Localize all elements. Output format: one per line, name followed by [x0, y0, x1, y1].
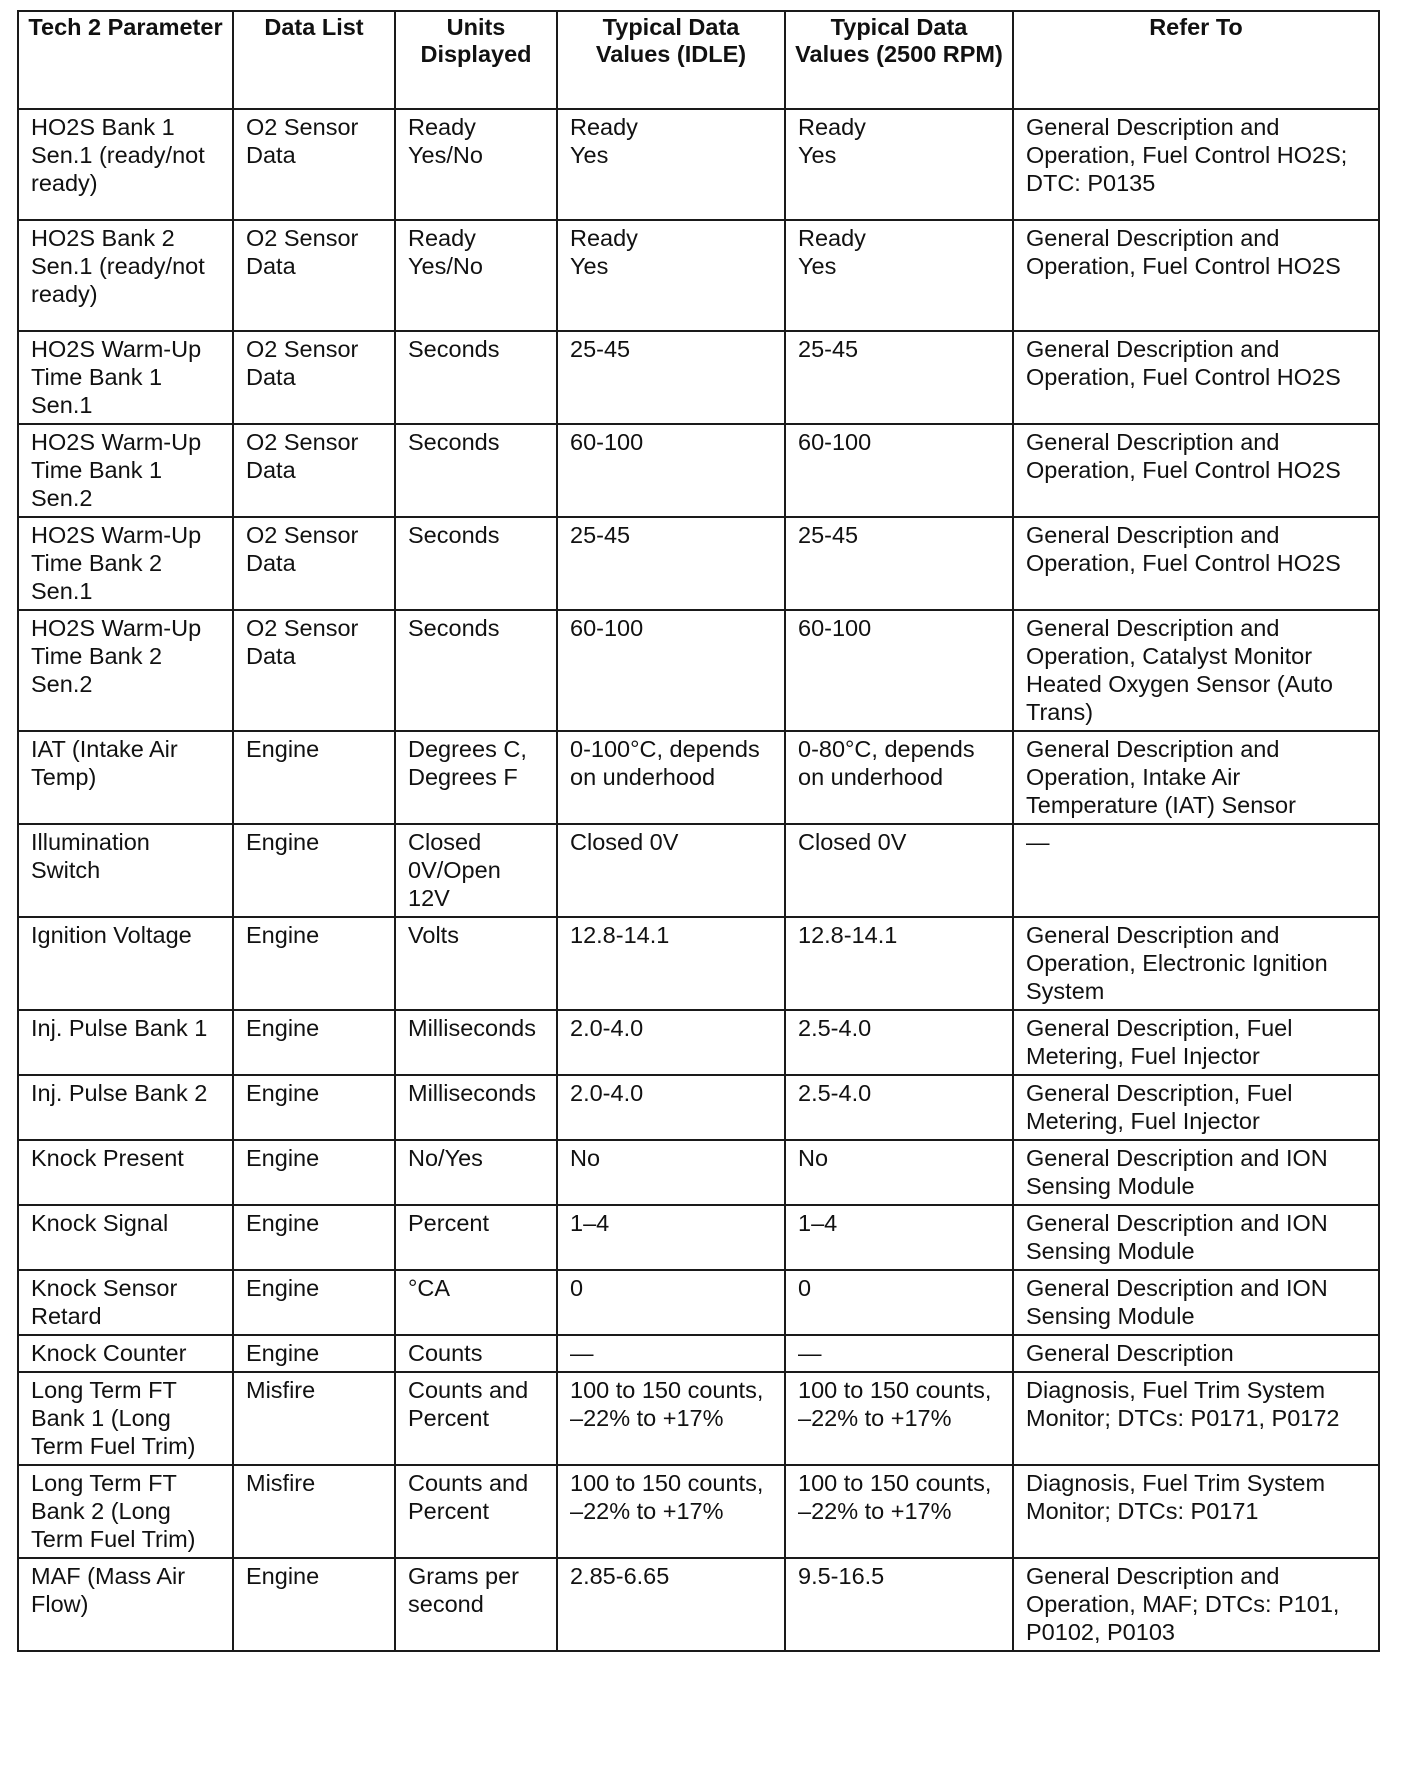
- cell-2500rpm-value-line: 60-100: [798, 615, 872, 641]
- cell-2500rpm-value-line: 1–4: [798, 1210, 838, 1236]
- cell-2500rpm-value: [785, 1465, 1013, 1558]
- cell-2500rpm-value: [785, 109, 1013, 220]
- cell-idle-value-line: 0: [570, 1275, 584, 1301]
- cell-idle-value-line: Ready: [570, 114, 638, 140]
- cell-units: [395, 1465, 557, 1558]
- cell-units: [395, 1205, 557, 1270]
- cell-2500rpm-value-line: 0: [798, 1275, 812, 1301]
- cell-units-line: Volts: [408, 922, 459, 948]
- cell-units: [395, 1372, 557, 1465]
- cell-units-line: °CA: [408, 1275, 451, 1301]
- cell-2500rpm-value: [785, 517, 1013, 610]
- cell-2500rpm-value-line: Ready: [798, 225, 866, 251]
- cell-data-list: Engine: [233, 1335, 395, 1372]
- cell-parameter: Inj. Pulse Bank 2: [18, 1075, 233, 1140]
- cell-2500rpm-value-line: 25-45: [798, 522, 859, 548]
- cell-2500rpm-value-line: 2.5-4.0: [798, 1015, 872, 1041]
- cell-refer-to: Diagnosis, Fuel Trim System Monitor; DTCs: P0171: [1013, 1465, 1379, 1558]
- cell-2500rpm-value: [785, 220, 1013, 331]
- cell-2500rpm-value: [785, 1140, 1013, 1205]
- cell-2500rpm-value-line: 100 to 150 counts, –22% to +17%: [798, 1470, 992, 1524]
- table-row: [18, 1140, 1379, 1205]
- header-typical-2500rpm: Typical Data Values (2500 RPM): [785, 11, 1013, 109]
- cell-parameter: Knock Counter: [18, 1335, 233, 1372]
- cell-idle-value: [557, 731, 785, 824]
- header-typical-idle: Typical Data Values (IDLE): [557, 11, 785, 109]
- cell-units: [395, 220, 557, 331]
- table-body: [18, 109, 1379, 1651]
- cell-parameter: HO2S Warm-Up Time Bank 1 Sen.2: [18, 424, 233, 517]
- table-row: [18, 517, 1379, 610]
- cell-idle-value: [557, 610, 785, 731]
- table-row: [18, 1205, 1379, 1270]
- cell-idle-value-line: No: [570, 1145, 601, 1171]
- cell-units: [395, 1558, 557, 1651]
- document-page: [17, 10, 1378, 1652]
- cell-parameter: HO2S Warm-Up Time Bank 2 Sen.1: [18, 517, 233, 610]
- cell-units-line: Counts and Percent: [408, 1377, 529, 1431]
- cell-idle-value: [557, 824, 785, 917]
- cell-refer-to: —: [1013, 824, 1379, 917]
- table-row: [18, 1465, 1379, 1558]
- cell-2500rpm-value: [785, 1205, 1013, 1270]
- cell-2500rpm-value-line: Ready: [798, 114, 866, 140]
- table-row: [18, 220, 1379, 331]
- cell-refer-to: General Description and Operation, Fuel Control HO2S: [1013, 424, 1379, 517]
- cell-2500rpm-value: [785, 731, 1013, 824]
- cell-parameter: Knock Present: [18, 1140, 233, 1205]
- cell-parameter: IAT (Intake Air Temp): [18, 731, 233, 824]
- cell-2500rpm-value: [785, 424, 1013, 517]
- cell-idle-value-line: Yes: [570, 253, 609, 279]
- cell-units-line: Seconds: [408, 615, 500, 641]
- cell-parameter: Inj. Pulse Bank 1: [18, 1010, 233, 1075]
- cell-units: [395, 331, 557, 424]
- cell-idle-value: [557, 1205, 785, 1270]
- cell-units: [395, 917, 557, 1010]
- cell-units-line: Milliseconds: [408, 1015, 536, 1041]
- cell-units-line: Seconds: [408, 429, 500, 455]
- cell-idle-value-line: 0-100°C, depends on underhood: [570, 736, 760, 790]
- cell-2500rpm-value-line: 25-45: [798, 336, 859, 362]
- cell-parameter: Illumination Switch: [18, 824, 233, 917]
- cell-idle-value: [557, 331, 785, 424]
- cell-refer-to: General Description and Operation, Electronic Ignition System: [1013, 917, 1379, 1010]
- cell-2500rpm-value: [785, 1335, 1013, 1372]
- cell-2500rpm-value: [785, 917, 1013, 1010]
- cell-idle-value-line: —: [570, 1340, 594, 1366]
- cell-data-list: Engine: [233, 824, 395, 917]
- cell-2500rpm-value-line: 12.8-14.1: [798, 922, 898, 948]
- cell-data-list: O2 Sensor Data: [233, 424, 395, 517]
- cell-units: [395, 1335, 557, 1372]
- cell-units-line: Yes/No: [408, 142, 483, 168]
- cell-units: [395, 824, 557, 917]
- cell-idle-value: [557, 109, 785, 220]
- cell-refer-to: General Description, Fuel Metering, Fuel Injector: [1013, 1075, 1379, 1140]
- table-row: [18, 731, 1379, 824]
- table-row: [18, 1372, 1379, 1465]
- cell-2500rpm-value: [785, 1010, 1013, 1075]
- cell-data-list: Engine: [233, 1075, 395, 1140]
- cell-data-list: Engine: [233, 1270, 395, 1335]
- cell-parameter: HO2S Warm-Up Time Bank 1 Sen.1: [18, 331, 233, 424]
- cell-2500rpm-value: [785, 1372, 1013, 1465]
- cell-refer-to: General Description and Operation, MAF; DTCs: P101, P0102, P0103: [1013, 1558, 1379, 1651]
- cell-parameter: HO2S Bank 1 Sen.1 (ready/not ready): [18, 109, 233, 220]
- table-row: [18, 1270, 1379, 1335]
- tech2-parameter-table: [17, 10, 1380, 1652]
- cell-idle-value: [557, 517, 785, 610]
- cell-2500rpm-value-line: 9.5-16.5: [798, 1563, 885, 1589]
- cell-2500rpm-value: [785, 1270, 1013, 1335]
- cell-2500rpm-value: [785, 331, 1013, 424]
- cell-units-line: Seconds: [408, 522, 500, 548]
- cell-units-line: Yes/No: [408, 253, 483, 279]
- cell-2500rpm-value-line: —: [798, 1340, 822, 1366]
- cell-idle-value: [557, 1010, 785, 1075]
- cell-refer-to: General Description and Operation, Fuel Control HO2S: [1013, 220, 1379, 331]
- cell-refer-to: General Description and ION Sensing Module: [1013, 1270, 1379, 1335]
- cell-refer-to: General Description: [1013, 1335, 1379, 1372]
- cell-idle-value-line: Ready: [570, 225, 638, 251]
- header-tech2-parameter: Tech 2 Parameter: [18, 11, 233, 109]
- header-data-list: Data List: [233, 11, 395, 109]
- cell-2500rpm-value: [785, 1558, 1013, 1651]
- cell-units: [395, 424, 557, 517]
- cell-idle-value-line: 1–4: [570, 1210, 610, 1236]
- cell-units-line: Grams per second: [408, 1563, 519, 1617]
- cell-refer-to: General Description, Fuel Metering, Fuel Injector: [1013, 1010, 1379, 1075]
- cell-2500rpm-value: [785, 824, 1013, 917]
- cell-units-line: No/Yes: [408, 1145, 483, 1171]
- cell-2500rpm-value-line: 100 to 150 counts, –22% to +17%: [798, 1377, 992, 1431]
- cell-2500rpm-value-line: 0-80°C, depends on underhood: [798, 736, 975, 790]
- cell-data-list: Engine: [233, 1558, 395, 1651]
- cell-parameter: Long Term FT Bank 1 (Long Term Fuel Trim): [18, 1372, 233, 1465]
- cell-data-list: Misfire: [233, 1465, 395, 1558]
- table-row: [18, 109, 1379, 220]
- cell-2500rpm-value-line: 2.5-4.0: [798, 1080, 872, 1106]
- cell-units-line: Ready: [408, 114, 476, 140]
- cell-idle-value: [557, 220, 785, 331]
- cell-units: [395, 1270, 557, 1335]
- cell-units: [395, 1140, 557, 1205]
- cell-units: [395, 517, 557, 610]
- cell-idle-value: [557, 1558, 785, 1651]
- cell-idle-value-line: Closed 0V: [570, 829, 679, 855]
- cell-refer-to: General Description and ION Sensing Module: [1013, 1205, 1379, 1270]
- cell-data-list: Engine: [233, 1140, 395, 1205]
- cell-units-line: Percent: [408, 1210, 489, 1236]
- cell-refer-to: General Description and Operation, Fuel Control HO2S: [1013, 331, 1379, 424]
- cell-idle-value: [557, 424, 785, 517]
- cell-idle-value-line: 60-100: [570, 429, 644, 455]
- cell-2500rpm-value-line: Yes: [798, 142, 837, 168]
- cell-units: [395, 1010, 557, 1075]
- table-row: [18, 610, 1379, 731]
- table-row: [18, 1558, 1379, 1651]
- cell-refer-to: General Description and Operation, Fuel Control HO2S; DTC: P0135: [1013, 109, 1379, 220]
- cell-idle-value-line: 12.8-14.1: [570, 922, 670, 948]
- cell-data-list: O2 Sensor Data: [233, 610, 395, 731]
- table-row: [18, 331, 1379, 424]
- cell-parameter: HO2S Bank 2 Sen.1 (ready/not ready): [18, 220, 233, 331]
- cell-units-line: Seconds: [408, 336, 500, 362]
- cell-units: [395, 109, 557, 220]
- cell-idle-value-line: 60-100: [570, 615, 644, 641]
- cell-idle-value: [557, 1372, 785, 1465]
- cell-parameter: MAF (Mass Air Flow): [18, 1558, 233, 1651]
- cell-idle-value: [557, 1075, 785, 1140]
- cell-2500rpm-value-line: No: [798, 1145, 829, 1171]
- cell-parameter: Knock Signal: [18, 1205, 233, 1270]
- cell-refer-to: General Description and Operation, Fuel Control HO2S: [1013, 517, 1379, 610]
- cell-data-list: O2 Sensor Data: [233, 517, 395, 610]
- cell-idle-value-line: 100 to 150 counts, –22% to +17%: [570, 1377, 764, 1431]
- cell-units-line: Counts and Percent: [408, 1470, 529, 1524]
- header-row: [18, 11, 1379, 109]
- table-row: [18, 1335, 1379, 1372]
- cell-units: [395, 1075, 557, 1140]
- cell-data-list: O2 Sensor Data: [233, 220, 395, 331]
- cell-idle-value: [557, 1465, 785, 1558]
- cell-idle-value-line: 2.85-6.65: [570, 1563, 670, 1589]
- cell-2500rpm-value-line: Closed 0V: [798, 829, 907, 855]
- cell-idle-value-line: 25-45: [570, 336, 631, 362]
- cell-refer-to: General Description and Operation, Catalyst Monitor Heated Oxygen Sensor (Auto Trans): [1013, 610, 1379, 731]
- cell-idle-value-line: Yes: [570, 142, 609, 168]
- cell-refer-to: General Description and Operation, Intake Air Temperature (IAT) Sensor: [1013, 731, 1379, 824]
- cell-2500rpm-value-line: 60-100: [798, 429, 872, 455]
- cell-idle-value-line: 2.0-4.0: [570, 1080, 644, 1106]
- cell-parameter: Ignition Voltage: [18, 917, 233, 1010]
- header-units-displayed: Units Displayed: [395, 11, 557, 109]
- cell-data-list: O2 Sensor Data: [233, 109, 395, 220]
- table-row: [18, 424, 1379, 517]
- cell-idle-value: [557, 917, 785, 1010]
- cell-data-list: Engine: [233, 731, 395, 824]
- cell-2500rpm-value: [785, 1075, 1013, 1140]
- table-row: [18, 1075, 1379, 1140]
- cell-data-list: O2 Sensor Data: [233, 331, 395, 424]
- cell-parameter: HO2S Warm-Up Time Bank 2 Sen.2: [18, 610, 233, 731]
- cell-units-line: Counts: [408, 1340, 483, 1366]
- cell-idle-value-line: 2.0-4.0: [570, 1015, 644, 1041]
- cell-refer-to: Diagnosis, Fuel Trim System Monitor; DTCs: P0171, P0172: [1013, 1372, 1379, 1465]
- cell-2500rpm-value: [785, 610, 1013, 731]
- cell-idle-value: [557, 1140, 785, 1205]
- cell-units-line: Milliseconds: [408, 1080, 536, 1106]
- cell-units: [395, 610, 557, 731]
- cell-idle-value: [557, 1335, 785, 1372]
- table-row: [18, 917, 1379, 1010]
- cell-data-list: Misfire: [233, 1372, 395, 1465]
- table-row: [18, 824, 1379, 917]
- cell-2500rpm-value-line: Yes: [798, 253, 837, 279]
- cell-idle-value: [557, 1270, 785, 1335]
- cell-refer-to: General Description and ION Sensing Module: [1013, 1140, 1379, 1205]
- cell-units: [395, 731, 557, 824]
- cell-data-list: Engine: [233, 917, 395, 1010]
- cell-parameter: Knock Sensor Retard: [18, 1270, 233, 1335]
- cell-units-line: Ready: [408, 225, 476, 251]
- cell-parameter: Long Term FT Bank 2 (Long Term Fuel Trim): [18, 1465, 233, 1558]
- cell-idle-value-line: 100 to 150 counts, –22% to +17%: [570, 1470, 764, 1524]
- cell-data-list: Engine: [233, 1205, 395, 1270]
- cell-data-list: Engine: [233, 1010, 395, 1075]
- cell-idle-value-line: 25-45: [570, 522, 631, 548]
- cell-units-line: Degrees C, Degrees F: [408, 736, 527, 790]
- table-row: [18, 1010, 1379, 1075]
- header-refer-to: Refer To: [1013, 11, 1379, 109]
- cell-units-line: Closed 0V/Open 12V: [408, 829, 501, 911]
